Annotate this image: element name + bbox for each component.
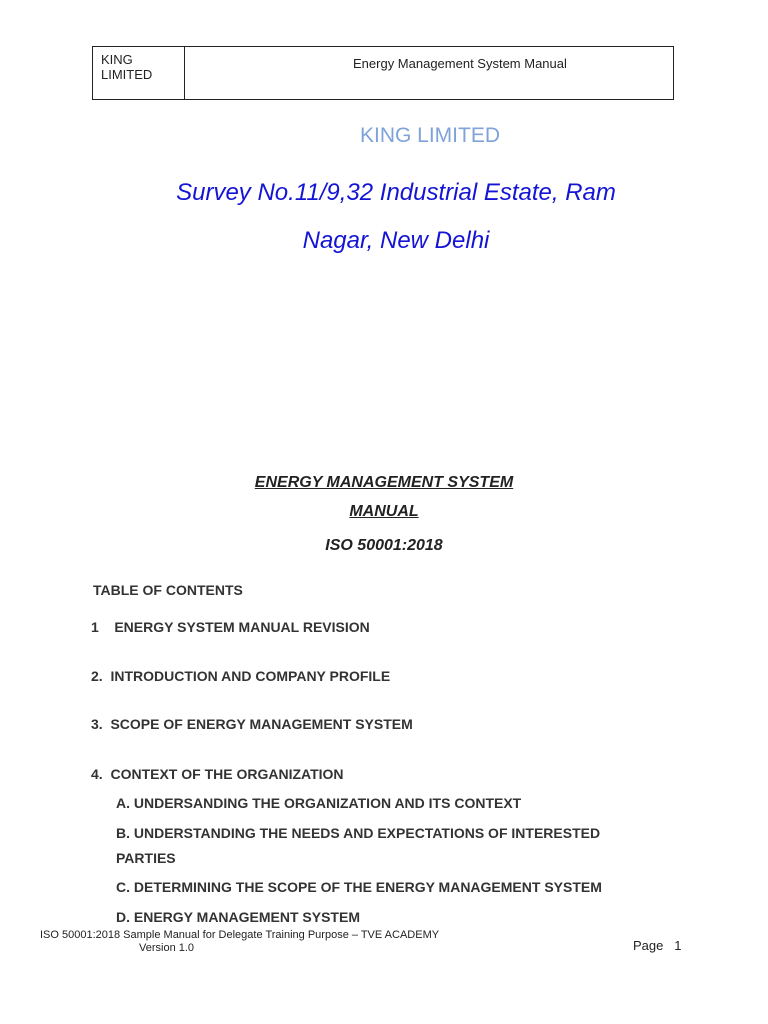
header-table — [92, 46, 674, 100]
toc-item: 4. CONTEXT OF THE ORGANIZATION — [91, 766, 344, 782]
toc-subitem: A. UNDERSANDING THE ORGANIZATION AND ITS CONTEXT — [116, 795, 522, 811]
doc-title-line-1: ENERGY MANAGEMENT SYSTEM — [254, 474, 514, 491]
address-line-2: Nagar, New Delhi — [302, 227, 490, 254]
toc-item: 1 ENERGY SYSTEM MANUAL REVISION — [91, 619, 370, 635]
footer-line-1: ISO 50001:2018 Sample Manual for Delegate Training Purpose – TVE ACADEMY — [40, 929, 440, 941]
toc-subitem-continued: PARTIES — [116, 850, 176, 866]
address-line-1: Survey No.11/9,32 Industrial Estate, Ram — [176, 179, 616, 206]
doc-standard: ISO 50001:2018 — [325, 537, 443, 554]
page-number: Page 1 — [633, 938, 682, 953]
toc-subitem: B. UNDERSTANDING THE NEEDS AND EXPECTATIONS OF INTERESTED — [116, 825, 601, 841]
footer-version: Version 1.0 — [139, 942, 195, 954]
header-title: Energy Management System Manual — [353, 56, 567, 71]
toc-item: 3. SCOPE OF ENERGY MANAGEMENT SYSTEM — [91, 716, 413, 732]
company-name: KING LIMITED — [359, 124, 501, 147]
doc-title-line-2: MANUAL — [349, 503, 419, 520]
toc-heading: TABLE OF CONTENTS — [93, 582, 243, 598]
toc-item: 2. INTRODUCTION AND COMPANY PROFILE — [91, 668, 391, 684]
header-company: KING LIMITED — [93, 47, 185, 99]
toc-subitem: D. ENERGY MANAGEMENT SYSTEM — [116, 909, 360, 925]
toc-subitem: C. DETERMINING THE SCOPE OF THE ENERGY MANAGEMENT SYSTEM — [116, 879, 602, 895]
